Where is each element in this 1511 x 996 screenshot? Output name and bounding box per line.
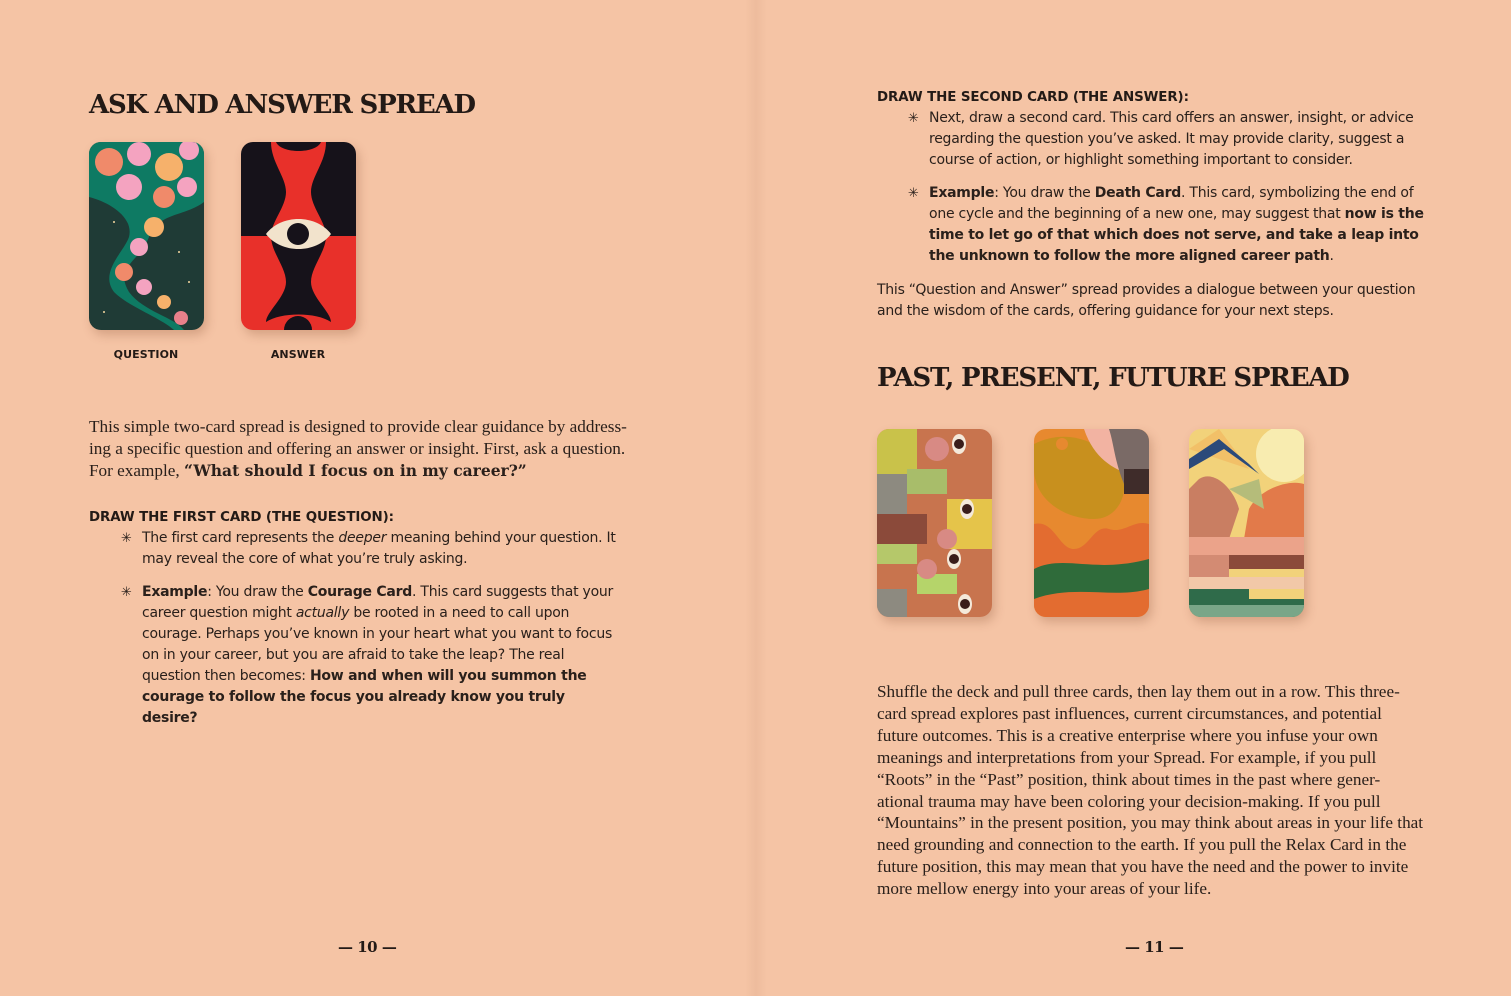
emphasis: actually (295, 605, 350, 621)
eye-icon (241, 142, 356, 330)
hearts-river-icon (89, 142, 204, 330)
bullet-text: . This card suggests that your career question might (142, 584, 614, 621)
future-card-image (1189, 429, 1304, 617)
bullet-item (121, 528, 621, 570)
bullet-item (908, 108, 1428, 171)
bullet-text: Next, draw a second card. This card offers an answer, insight, or advice regarding the question you’ve asked. It may provide clarity, suggest a course of action, or highlight something important to consider. (929, 110, 1414, 168)
bullet-text: . (1329, 248, 1334, 264)
asterisk-bullet-icon: ✳ (121, 585, 132, 600)
bullet-text: : You draw the (207, 584, 308, 600)
emphasis: deeper (338, 530, 387, 546)
bullet-text: be rooted in a need to call upon courage. Perhaps you’ve known in your heart what you want to focus on in your career, but you are afraid to take the leap? The real question then becomes: (142, 605, 612, 684)
summary-paragraph: This “Question and Answer” spread provides a dialogue between your question and the wisdom of the cards, offering guidance for your next steps. (877, 282, 1416, 319)
key-question: How and when will you summon the courage to follow the focus you already know you truly desire? (142, 668, 587, 726)
intro-text: This simple two-card spread is designed to provide clear guidance by address-ing a specific question and offering an answer or insight. First, ask a question. For example, (89, 417, 627, 480)
asterisk-bullet-icon: ✳ (908, 111, 919, 126)
example-label: Example (929, 185, 995, 201)
answer-card-image (241, 142, 356, 330)
bullet-item (908, 183, 1428, 267)
intro-paragraph (89, 416, 639, 482)
card-name: Death Card (1094, 185, 1181, 201)
second-card-heading: DRAW THE SECOND CARD (THE ANSWER): (877, 90, 1189, 105)
example-label: Example (142, 584, 208, 600)
page-number-left: — 10 — (338, 938, 397, 956)
answer-card-label: ANSWER (270, 348, 326, 361)
asterisk-bullet-icon: ✳ (908, 186, 919, 201)
past-card-image (877, 429, 992, 617)
right-page (755, 0, 1511, 996)
first-card-bullets (121, 528, 621, 741)
first-card-heading: DRAW THE FIRST CARD (THE QUESTION): (89, 510, 394, 525)
example-question: “What should I focus on in my career?” (184, 460, 527, 480)
present-card-image (1034, 429, 1149, 617)
bullet-item (121, 582, 621, 729)
key-advice: now is the time to let go of that which does not serve, and take a leap into the unknown to follow the more aligned career path (929, 206, 1424, 264)
question-card-label: QUESTION (113, 348, 179, 361)
page-number-right: — 11 — (1125, 938, 1184, 956)
bullet-text: : You draw the (994, 185, 1095, 201)
second-card-bullets (908, 108, 1428, 279)
card-name: Courage Card (307, 584, 412, 600)
bullet-text: meaning behind your question. It may reveal the core of what you’re truly asking. (142, 530, 616, 567)
orange-landscape-icon (1034, 429, 1149, 617)
faces-collage-icon (877, 429, 992, 617)
section-title: PAST, PRESENT, FUTURE SPREAD (877, 363, 1349, 393)
question-card-image (89, 142, 204, 330)
page-title: ASK AND ANSWER SPREAD (89, 90, 475, 120)
relax-hat-icon (1189, 429, 1304, 617)
left-page (0, 0, 755, 996)
bullet-text: The first card represents the (142, 530, 339, 546)
spread-description: Shuffle the deck and pull three cards, then lay them out in a row. This three-card spread explores past influences, current circumstances, and potential future outcomes. This is a creative enterprise where you infuse your own meanings and interpretations from your Spread. For example, if you pull “Roots” in the “Past” position, think about times in the past where gener-ational trauma may have been coloring your decision-making. If you pull “Mountains” in the present position, you may think about areas in your life that need grounding and connection to the earth. If you pull the Relax Card in the future position, this may mean that you have the need and the power to invite more mellow energy into your areas of your life. (877, 682, 1424, 899)
asterisk-bullet-icon: ✳ (121, 531, 132, 546)
bullet-text: . This card, symbolizing the end of one cycle and the beginning of a new one, may suggest that (929, 185, 1414, 222)
